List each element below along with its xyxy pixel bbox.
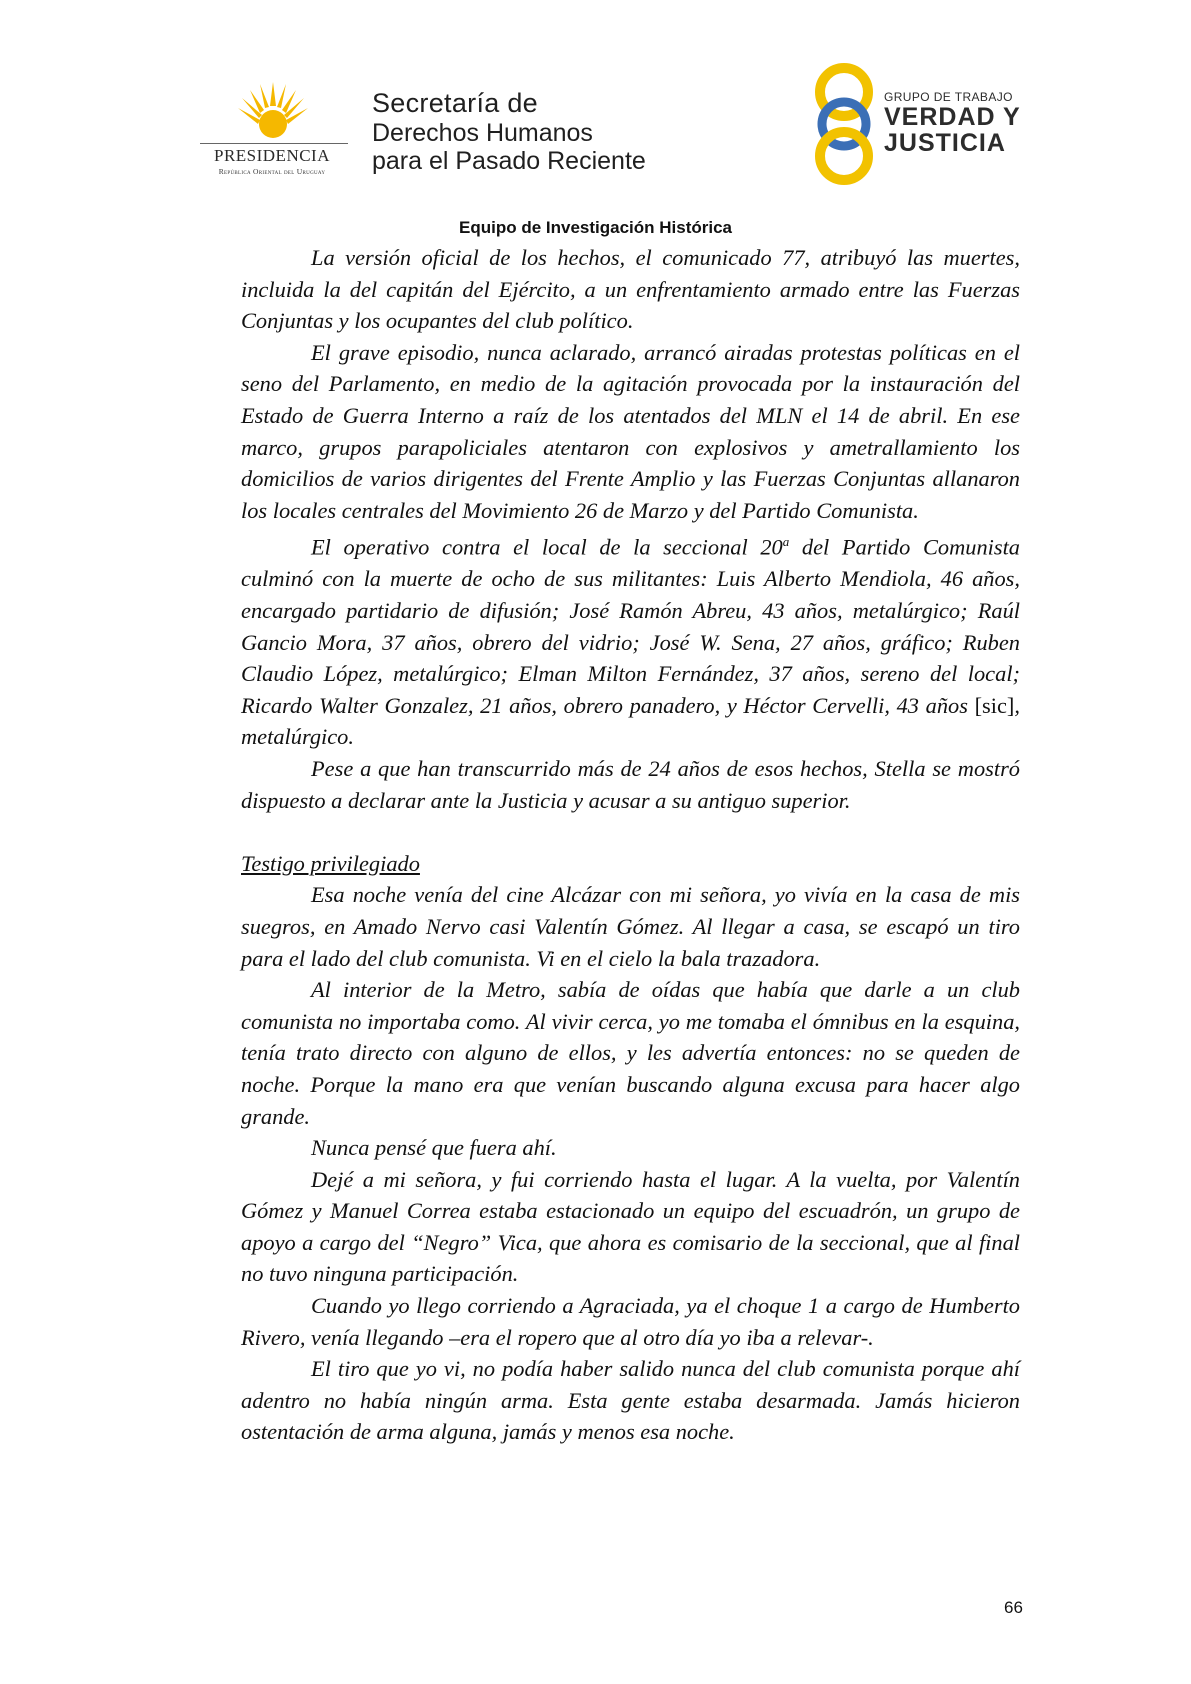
gt-line1: GRUPO DE TRABAJO	[884, 90, 1013, 104]
presidencia-subtitle: República Oriental del Uruguay	[218, 167, 326, 176]
paragraph-10: El tiro que yo vi, no podía haber salido nunca del club comunista porque ahí adentro no había ningún arma. Esta gente estaba desarmada. Jamás hicieron ostentación de arma alguna, jamás y menos esa noche.	[241, 1356, 1020, 1445]
presidencia-rule	[200, 143, 348, 144]
paragraph-3-part-a: El operativo contra el local de la seccional 20	[311, 534, 783, 560]
sic-marker: [sic]	[974, 692, 1015, 718]
presidencia-name: PRESIDENCIA	[213, 146, 330, 165]
paragraph-2: El grave episodio, nunca aclarado, arrancó airadas protestas políticas en el seno del Parlamento, en medio de la agitación provocada por la instauración del Estado de Guerra Interno a raíz de los atentados del MLN el 14 de abril. En ese marco, grupos parapoliciales atentaron con explosivos y ametrallamiento los domicilios de varios dirigentes del Frente Amplio y las Fuerzas Conjuntas allanaron los locales centrales del Movimiento 26 de Marzo y del Partido Comunista.	[241, 339, 1020, 523]
paragraph-1: La versión oficial de los hechos, el comunicado 77, atribuyó las muertes, incluida la del capitán del Ejército, a un enfrentamiento armado entre las Fuerzas Conjuntas y los ocupantes del club político.	[241, 245, 1020, 334]
paragraph-4: Pese a que han transcurrido más de 24 años de esos hechos, Stella se mostró dispuesto a declarar ante la Justicia y acusar a su antiguo superior.	[241, 755, 1020, 813]
paragraph-3-part-b: del Partido Comunista culminó con la muerte de ocho de sus militantes: Luis Alberto Mendiola, 46 años, encargado partidario de difusión; José Ramón Abreu, 43 años, metalúrgico; Raúl Gancio Mora, 37 años, obrero del vidrio; José W. Sena, 27 años, gráfico; Ruben Claudio López, metalúrgico; Elman Milton Fernández, 37 años, sereno del local; Ricardo Walter Gonzalez, 21 años, obrero panadero, y Héctor Cervelli, 43 años	[241, 534, 1020, 718]
secretaria-line3: para el Pasado Reciente	[372, 147, 646, 175]
paragraph-9: Cuando yo llego corriendo a Agraciada, ya el choque 1 a cargo de Humberto Rivero, venía llegando –era el ropero que al otro día yo iba a relevar-.	[241, 1293, 1020, 1350]
paragraph-3	[241, 526, 1020, 753]
verdad-justicia-title	[884, 90, 1021, 156]
document-body	[241, 242, 1020, 1448]
gt-line2: VERDAD Y	[884, 103, 1021, 131]
ordinal-superscript: a	[782, 534, 790, 550]
sun-logo-icon	[236, 80, 310, 142]
page-header	[0, 0, 1191, 210]
page-number: 66	[1004, 1598, 1023, 1617]
paragraph-7: Nunca pensé que fuera ahí.	[311, 1135, 557, 1161]
paragraph-5: Esa noche venía del cine Alcázar con mi señora, yo vivía en la casa de mis suegros, en Amado Nervo casi Valentín Gómez. Al llegar a casa, se escapó un tiro para el lado del club comunista. Vi en el cielo la bala trazadora.	[241, 882, 1020, 971]
section-heading: Testigo privilegiado	[241, 850, 420, 876]
gt-line3: JUSTICIA	[884, 129, 1006, 157]
verdad-justicia-logo-icon	[808, 62, 880, 186]
section-gap	[241, 816, 1020, 848]
secretaria-line1: Secretaría de	[372, 88, 538, 118]
team-title: Equipo de Investigación Histórica	[459, 218, 732, 237]
paragraph-3-part-c: , metalúrgico.	[241, 692, 1020, 750]
paragraph-8: Dejé a mi señora, y fui corriendo hasta el lugar. A la vuelta, por Valentín Gómez y Manuel Correa estaba estacionado un equipo del escuadrón, un grupo de apoyo a cargo del “Negro” Vica, que ahora es comisario de la seccional, que al final no tuvo ninguna participación.	[241, 1166, 1020, 1287]
paragraph-6: Al interior de la Metro, sabía de oídas que había que darle a un club comunista no importaba como. Al vivir cerca, yo me tomaba el ómnibus en la esquina, tenía trato directo con alguno de ellos, y les advertía entonces: no se queden de noche. Porque la mano era que venían buscando alguna excusa para hacer algo grande.	[241, 977, 1020, 1129]
secretaria-line2: Derechos Humanos	[372, 119, 593, 147]
secretaria-title	[372, 88, 646, 175]
